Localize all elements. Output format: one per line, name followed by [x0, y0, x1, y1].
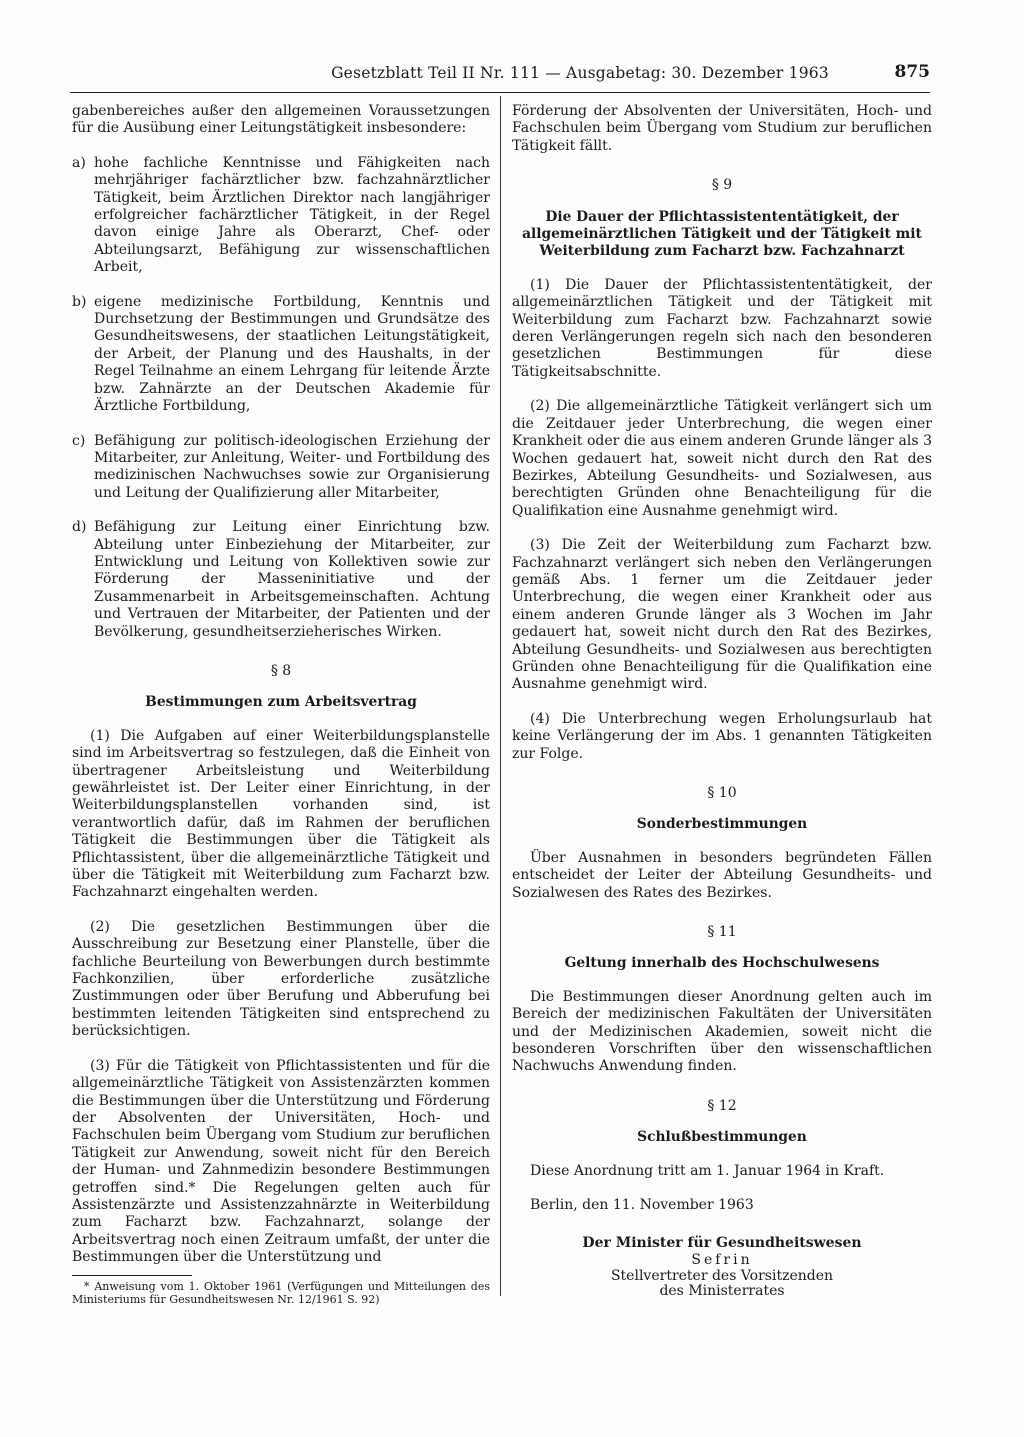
signature-role-line-2: des Ministerrates — [659, 1283, 785, 1300]
right-column — [512, 103, 932, 1299]
section-11-paragraph-1: Die Bestimmungen dieser Anordnung gelten auch im Bereich der medizinischen Fakultäten der Universitäten und der Medizinischen Akademien, soweit nicht die besonderen Vorschriften über den wissenschaftlichen Nachwuchs Anwendung finden. — [512, 988, 932, 1075]
footnote: * Anweisung vom 1. Oktober 1961 (Verfügungen und Mitteilungen des Ministeriums für Gesundheitswesen Nr. 12/1961 S. 92) — [72, 1279, 490, 1307]
section-9-paragraph-4: (4) Die Unterbrechung wegen Erholungsurlaub hat keine Verlängerung der im Abs. 1 genannten Tätigkeiten zur Folge. — [512, 710, 932, 762]
list-item-d — [72, 519, 490, 641]
section-8-paragraph-3: (3) Für die Tätigkeit von Pflichtassistenten und für die allgemeinärztliche Tätigkeit von Assistenzärzten kommen die Bestimmungen über die Unterstützung und Förderung der Absolventen der Universitäten, Hoch- und Fachschulen beim Übergang vom Studium zur beruflichen Tätigkeit zur Anwendung, soweit nicht für den Bereich der Human- und Zahnmedizin besondere Bestimmungen getroffen sind.* Die Regelungen gelten auch für Assistenzärzte und Assistenzzahnärzte in Weiterbildung zum Facharzt bzw. Fachzahnarzt, solange der Arbeitsvertrag noch einen Zeitraum umfaßt, der unter die Bestimmungen über die Unterstützung und — [72, 1057, 490, 1266]
section-9-paragraph-2: (2) Die allgemeinärztliche Tätigkeit verlängert sich um die Zeitdauer jeder Unterbrechung, die wegen einer Krankheit oder die aus einem anderen Grunde länger als 3 Wochen gedauert hat, soweit nicht durch den Rat des Bezirkes, Abteilung Gesundheits- und Sozialwesen, aus berechtigten Gründen ohne Benachteiligung für die Qualifikation eine Ausnahme genehmigt wird. — [512, 398, 932, 519]
section-10-heading: Sonderbestimmungen — [636, 816, 808, 833]
footnote-rule — [72, 1275, 192, 1276]
list-marker: c) — [72, 432, 86, 449]
column-divider — [500, 96, 501, 1296]
section-9-paragraph-1: (1) Die Dauer der Pflichtassistententätigkeit, der allgemeinärztlichen Tätigkeit und der Tätigkeit mit Weiterbildung zum Facharzt bzw. Fachzahnarzt sowie deren Verlängerungen regeln sich nach den besonderen gesetzlichen Bestimmungen für diese Tätigkeitsabschnitte. — [512, 276, 932, 380]
section-8-paragraph-1: (1) Die Aufgaben auf einer Weiterbildungsplanstelle sind im Arbeitsvertrag so festzulegen, daß die Einheit von übertragener Arbeitsleistung und Weiterbildung gewährleistet ist. Der Leiter einer Einrichtung, in der Weiterbildungsplanstellen vorhanden sind, ist verantwortlich dafür, daß im Rahmen der beruflichen Tätigkeit die Bestimmungen über die Tätigkeit als Pflichtassistent, über die allgemeinärztliche Tätigkeit und über die Tätigkeit mit Weiterbildung zum Facharzt bzw. Fachzahnarzt eingehalten werden. — [72, 727, 490, 901]
section-8-paragraph-2: (2) Die gesetzlichen Bestimmungen über die Ausschreibung zur Besetzung einer Planstelle, über die fachliche Beurteilung von Bewerbungen durch bestimmte Fachkonzilien, über erforderliche zusätzliche Zustimmungen oder über Berufung und Abberufung bei bestimmten leitenden Tätigkeiten sind entsprechend zu berücksichtigen. — [72, 918, 490, 1040]
list-item-b — [72, 294, 490, 416]
section-10-sign: § 10 — [707, 785, 737, 801]
list-marker: b) — [72, 293, 87, 310]
continuation-paragraph: Förderung der Absolventen der Universitäten, Hoch- und Fachschulen beim Übergang vom Studium zur beruflichen Tätigkeit fällt. — [512, 103, 932, 154]
page-number: 875 — [894, 62, 930, 82]
list-item-text: Befähigung zur Leitung einer Einrichtung bzw. Abteilung unter Einbeziehung der Mitarbeiter, zur Entwicklung und Leitung von Kollektiven sowie zur Förderung der Masseninitiative und der Zusammenarbeit in Arbeitsgemeinschaften. Achtung und Vertrauen der Mitarbeiter, der Patienten und der Bevölkerung, gesundheitserzieherisches Wirken. — [94, 519, 490, 640]
section-10-paragraph-1: Über Ausnahmen in besonders begründeten Fällen entscheidet der Leiter der Abteilung Gesundheits- und Sozialwesen des Rates des Bezirkes. — [512, 849, 932, 901]
list-item-text: Befähigung zur politisch-ideologischen Erziehung der Mitarbeiter, zur Anleitung, Weiter- und Fortbildung des medizinischen Nachwuchses sowie zur Organisierung und Leitung der Qualifizierung aller Mitarbeiter, — [94, 432, 490, 501]
place-date: Berlin, den 11. November 1963 — [530, 1197, 754, 1214]
header-title: Gesetzblatt Teil II Nr. 111 — Ausgabetag: 30. Dezember 1963 — [331, 64, 829, 82]
list-marker: a) — [72, 154, 86, 171]
section-9-paragraph-3: (3) Die Zeit der Weiterbildung zum Facharzt bzw. Fachzahnarzt verlängert sich neben den Verlängerungen gemäß Abs. 1 ferner um die Zeitdauer jeder Unterbrechung, die wegen einer Krankheit oder aus einem anderen Grunde länger als 3 Wochen im Jahr gedauert hat, soweit nicht durch den Rat des Bezirkes, Abteilung Gesundheits- und Sozialwesen aus berechtigten Gründen ohne Benachteiligung für die Qualifikation eine Ausnahme genehmigt wird. — [512, 537, 932, 693]
signature-name: Sefrin — [691, 1251, 753, 1268]
list-item-a — [72, 155, 490, 277]
section-12-paragraph-1: Diese Anordnung tritt am 1. Januar 1964 in Kraft. — [530, 1162, 885, 1179]
section-12-sign: § 12 — [707, 1097, 737, 1114]
signature-role-line-1: Stellvertreter des Vorsitzenden — [610, 1268, 834, 1285]
section-11-sign: § 11 — [707, 924, 737, 941]
list-item-text: hohe fachliche Kenntnisse und Fähigkeiten nach mehrjähriger fachärztlicher bzw. fachzahnärztlicher Tätigkeit, beim Ärztlichen Direktor nach langjähriger erfolgreicher fachärztlicher Tätigkeit, in der Regel davon einige Jahre als Oberarzt, Chef- oder Abteilungsarzt, Befähigung zur wissenschaftlichen Arbeit, — [94, 154, 490, 276]
section-11-heading: Geltung innerhalb des Hochschulwesens — [564, 955, 880, 972]
section-8-heading: Bestimmungen zum Arbeitsvertrag — [145, 694, 417, 711]
section-9-sign: § 9 — [711, 177, 733, 194]
header-rule — [70, 92, 930, 93]
section-12-heading: Schlußbestimmungen — [637, 1129, 807, 1146]
section-9-heading: Die Dauer der Pflichtassistententätigkeit, der allgemeinärztlichen Tätigkeit und der Tätigkeit mit Weiterbildung zum Facharzt bzw. Fachzahnarzt — [522, 208, 922, 260]
list-item-c — [72, 433, 490, 503]
list-marker: d) — [72, 519, 87, 536]
left-column — [72, 103, 490, 1307]
intro-paragraph: gabenbereiches außer den allgemeinen Voraussetzungen für die Ausübung einer Leitungstätigkeit insbesondere: — [72, 103, 490, 137]
list-item-text: eigene medizinische Fortbildung, Kenntnis und Durchsetzung der Bestimmungen und Grundsätze des Gesundheitswesens, der staatlichen Leitungstätigkeit, der Arbeit, der Planung und des Haushalts, in der Regel Teilnahme an einem Lehrgang für leitende Ärzte bzw. Zahnärzte an der Deutschen Akademie für Ärztliche Fortbildung, — [94, 293, 490, 415]
page-header — [70, 60, 930, 86]
section-8-sign: § 8 — [270, 662, 292, 679]
signature-organization: Der Minister für Gesundheitswesen — [582, 1234, 862, 1251]
